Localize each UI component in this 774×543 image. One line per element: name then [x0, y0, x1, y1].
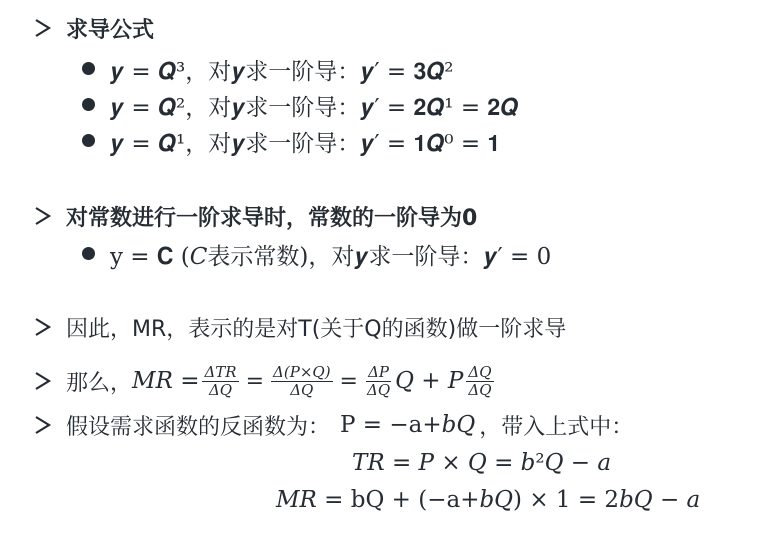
filled-circle-icon [82, 134, 95, 147]
text-substitute: ，带入上式中： [479, 414, 634, 440]
fraction-numerator: Δ(𝑃×𝑄) [273, 362, 331, 381]
equals-sign: = [339, 368, 358, 394]
text-mr-definition: 因此，MR，表示的是对T(关于Q的函数)做一阶求导 [66, 316, 567, 342]
fraction-dp-dq [365, 364, 392, 399]
formula-q-squared: 𝒚 = 𝑸²，对𝒚求一阶导：𝒚′ = 𝟐𝑸¹ = 𝟐𝑸 [110, 94, 519, 121]
text-inverse-demand [66, 411, 633, 439]
heading-constant-derivative: 对常数进行一阶求导时，常数的一阶导为0 [66, 205, 478, 231]
text-inverse-demand-prefix: 假设需求函数的反函数为： [66, 414, 331, 440]
filled-circle-icon [82, 247, 95, 260]
equation-total-revenue: 𝑇𝑅 = 𝑃 × 𝑄 = 𝑏²𝑄 − 𝑎 [352, 450, 612, 476]
equals-sign: = [245, 368, 265, 394]
heading-derivative-formulas: 求导公式 [66, 17, 155, 43]
fraction-denominator: Δ𝑄 [208, 380, 233, 399]
formula-mr-fractions [66, 356, 497, 406]
fraction-numerator: Δ𝑄 [468, 362, 492, 381]
text-mr-eq: 𝑀𝑅 = [132, 368, 200, 394]
text-then: 那么， [66, 370, 133, 396]
fraction-dq-dq [466, 364, 493, 399]
filled-circle-icon [82, 98, 95, 111]
text-q-plus-p: 𝑄 + 𝑃 [395, 368, 464, 394]
formula-inverse-demand: P = −a+𝑏𝑄 [340, 412, 476, 438]
equation-marginal-revenue: 𝑀𝑅 = bQ + (−a+𝑏𝑄) × 1 = 2𝑏𝑄 − 𝑎 [276, 487, 701, 513]
formula-q-cubed: 𝒚 = 𝑸³，对𝒚求一阶导：𝒚′ = 𝟑𝑸² [110, 58, 454, 85]
fraction-numerator: Δ𝑇𝑅 [204, 362, 237, 381]
fraction-dtr-dq [202, 364, 238, 399]
fraction-denominator: Δ𝑄 [468, 380, 492, 399]
fraction-denominator: Δ𝑄 [290, 380, 314, 399]
formula-q-first: 𝒚 = 𝑸¹，对𝒚求一阶导：𝒚′ = 𝟏𝑸⁰ = 𝟏 [110, 130, 501, 157]
fraction-dpq-dq [271, 364, 333, 399]
fraction-numerator: Δ𝑃 [368, 362, 390, 381]
filled-circle-icon [82, 62, 95, 75]
fraction-denominator: Δ𝑄 [366, 380, 391, 399]
formula-constant: y = 𝐂 (𝐶表示常数)，对𝒚求一阶导：𝒚′ = 0 [110, 243, 552, 270]
